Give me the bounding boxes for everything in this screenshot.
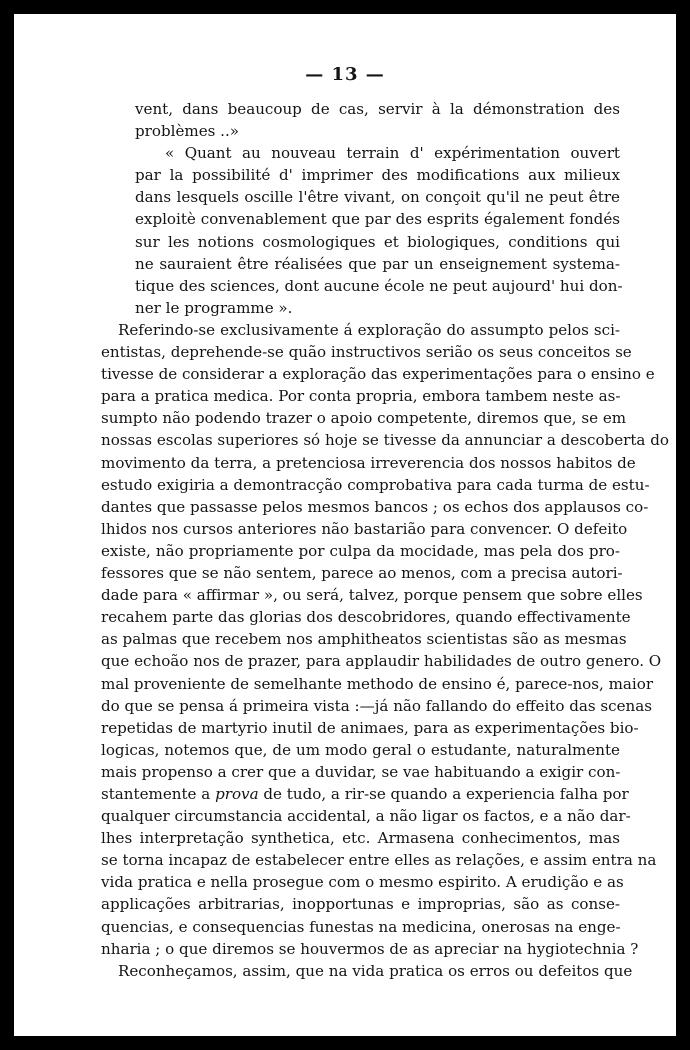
body-line: quencias, e consequencias funestas na medicina, onerosas na enge- [101, 917, 621, 936]
body-line: fessores que se não sentem, parece ao menos, com a precisa autori- [101, 564, 623, 583]
quote-line: tique des sciences, dont aucune école ne peut aujourd' hui don- [135, 276, 623, 295]
body-line: recahem parte das glorias dos descobridores, quando effectivamente [101, 608, 631, 627]
body-line: logicas, notemos que, de um modo geral o estudante, naturalmente [101, 740, 620, 759]
quote-line: par la possibilité d' imprimer des modifications aux milieux [135, 166, 620, 185]
body-line: nharia ; o que diremos se houvermos de as apreciar na hygiotechnia ? [101, 939, 639, 958]
quote-line: « Quant au nouveau terrain d' expérimentation ouvert [165, 144, 620, 163]
quote-line: ner le programme ». [135, 298, 293, 317]
body-line: dade para « affirmar », ou será, talvez, porque pensem que sobre elles [101, 586, 643, 605]
body-line: nossas escolas superiores só hoje se tivesse da annunciar a descoberta do [101, 431, 669, 450]
body-line: para a pratica medica. Por conta propria, embora tambem neste as- [101, 387, 621, 406]
body-line: dantes que passasse pelos mesmos bancos ; os echos dos applausos co- [101, 497, 649, 516]
document-page [14, 14, 676, 1036]
body-line: se torna incapaz de estabelecer entre elles as relações, e assim entra na [101, 851, 657, 870]
body-line: lhidos nos cursos anteriores não bastarião para convencer. O defeito [101, 519, 628, 538]
body-line: tivesse de considerar a exploração das experimentações para o ensino e [101, 365, 655, 384]
body-line: Reconheçamos, assim, que na vida pratica os erros ou defeitos que [118, 961, 633, 980]
quote-line: vent, dans beaucoup de cas, servir à la démonstration des [135, 100, 620, 118]
main-paragraph [101, 319, 669, 982]
page-number: — 13 — [305, 64, 385, 85]
body-line: qualquer circumstancia accidental, a não ligar os factos, e a não dar- [101, 807, 631, 826]
quote-line: problèmes ..» [135, 122, 240, 141]
body-line: sumpto não podendo trazer o apoio competente, diremos que, se em [101, 409, 627, 428]
body-line: applicações arbitrarias, inopportunas e improprias, são as conse- [101, 895, 620, 914]
body-line: do que se pensa á primeira vista :—já não fallando do effeito das scenas [101, 696, 653, 715]
body-line: estudo exigiria a demontracção comprobativa para cada turma de estu- [101, 475, 650, 494]
body-line: existe, não propriamente por culpa da mocidade, mas pela dos pro- [101, 541, 620, 560]
body-line: lhes interpretação synthetica, etc. Armasena conhecimentos, mas [101, 829, 620, 848]
body-line: Referindo-se exclusivamente á exploração do assumpto pelos sci- [118, 321, 620, 339]
body-line: mais propenso a crer que a duvidar, se vae habituando a exigir con- [101, 762, 621, 781]
body-line: mal proveniente de semelhante methodo de ensino é, parece-nos, maior [101, 674, 654, 693]
emphasized-word: prova [215, 784, 259, 803]
quote-line: ne sauraient être réalisées que par un enseignement systema- [135, 254, 620, 273]
french-quote [135, 98, 623, 319]
quote-line: dans lesquels oscille l'être vivant, on conçoit qu'il ne peut être [135, 188, 620, 207]
quote-line: sur les notions cosmologiques et biologiques, conditions qui [135, 232, 620, 251]
body-line: entistas, deprehende-se quão instructivos serião os seus conceitos se [101, 343, 632, 362]
body-line: que echoão nos de prazer, para applaudir habilidades de outro genero. O [101, 652, 662, 671]
body-line: as palmas que recebem nos amphitheatos scientistas são as mesmas [101, 630, 627, 649]
quote-line: exploitè convenablement que par des esprits également fondés [135, 210, 620, 229]
body-line: vida pratica e nella prosegue com o mesmo espirito. A erudição e as [101, 873, 624, 892]
body-line: repetidas de martyrio inutil de animaes, para as experimentações bio- [101, 718, 639, 737]
body-line: stantemente a prova de tudo, a rir-se quando a experiencia falha por [101, 784, 629, 803]
body-line: movimento da terra, a pretenciosa irreverencia dos nossos habitos de [101, 453, 636, 472]
